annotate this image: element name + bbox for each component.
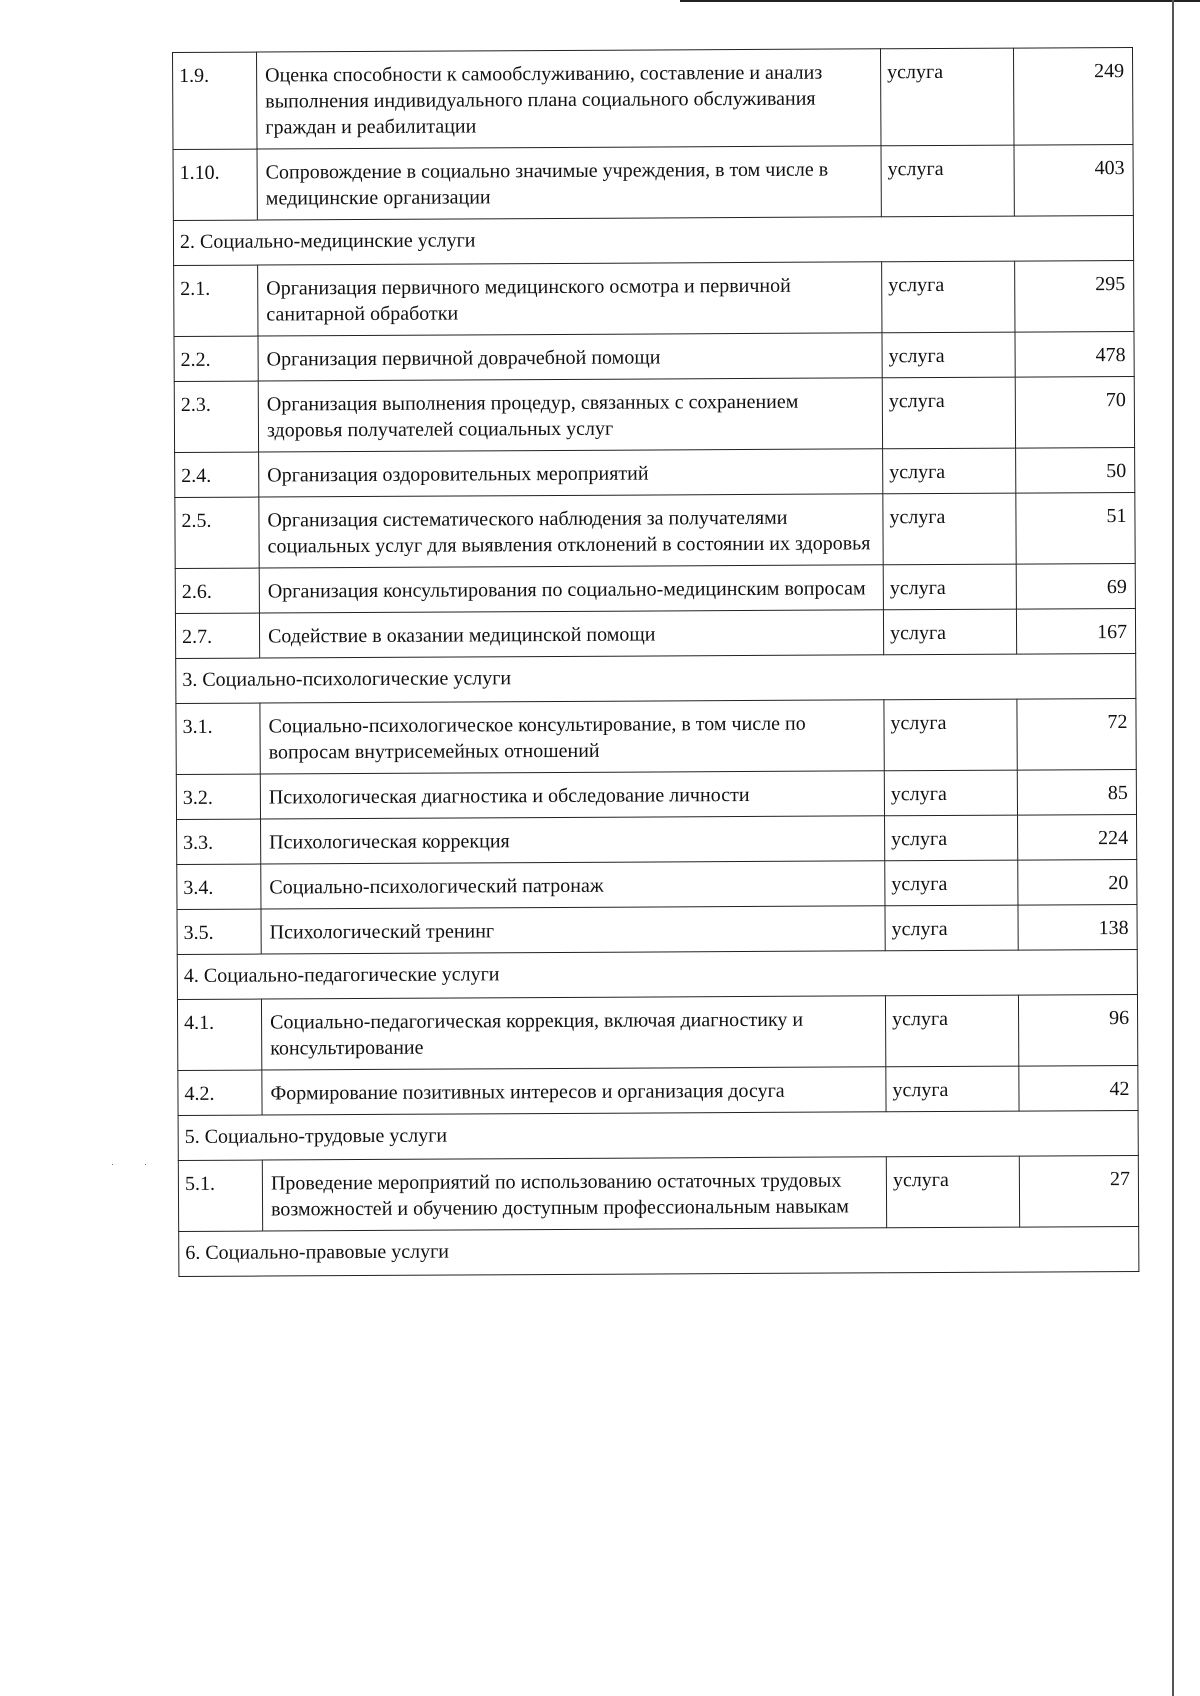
service-value: 20	[1018, 859, 1137, 905]
service-name: Психологическая коррекция	[261, 816, 885, 864]
service-row	[174, 331, 1134, 381]
service-number: 3.5.	[177, 909, 261, 954]
services-table-body	[173, 47, 1139, 1276]
service-unit: услуга	[885, 995, 1018, 1067]
service-number: 5.1.	[178, 1160, 262, 1231]
section-header-row	[177, 949, 1137, 999]
service-name: Организация систематического наблюдения за получателями социальных услуг для выявления отклонений в состоянии их здоровья	[259, 494, 883, 568]
service-value: 51	[1016, 492, 1135, 564]
service-name: Организация оздоровительных мероприятий	[259, 449, 883, 497]
section-header-row	[176, 653, 1136, 703]
service-value: 167	[1016, 608, 1135, 654]
service-row	[175, 492, 1135, 568]
scan-edge-right	[1172, 0, 1174, 1696]
service-unit: услуга	[883, 493, 1016, 565]
section-header-row	[173, 215, 1133, 265]
service-row	[175, 563, 1135, 613]
service-number: 4.2.	[178, 1070, 262, 1115]
service-name: Сопровождение в социально значимые учреждения, в том числе в медицинские организации	[257, 146, 881, 220]
section-title: 5. Социально-трудовые услуги	[178, 1110, 1138, 1160]
service-name: Социально-психологический патронаж	[261, 861, 885, 909]
service-value: 249	[1013, 47, 1133, 145]
service-number: 2.3.	[174, 381, 258, 452]
service-number: 2.4.	[175, 452, 259, 497]
services-table	[172, 47, 1139, 1277]
service-number: 2.6.	[175, 568, 259, 613]
service-value: 70	[1015, 376, 1134, 448]
service-name: Содействие в оказании медицинской помощи	[259, 610, 883, 658]
service-row	[173, 144, 1133, 220]
service-unit: услуга	[880, 48, 1014, 146]
service-unit: услуга	[882, 377, 1015, 449]
service-value: 42	[1019, 1065, 1138, 1111]
service-unit: услуга	[885, 815, 1018, 861]
service-number: 2.5.	[175, 497, 259, 568]
service-number: 2.2.	[174, 336, 258, 381]
service-number: 1.10.	[173, 149, 257, 220]
service-name: Проведение мероприятий по использованию остаточных трудовых возможностей и обучению доступным профессиональным навыкам	[262, 1157, 886, 1231]
service-unit: услуга	[885, 860, 1018, 906]
service-name: Психологический тренинг	[261, 906, 885, 954]
service-name: Организация выполнения процедур, связанных с сохранением здоровья получателей социальных услуг	[258, 378, 882, 452]
service-name: Организация консультирования по социально-медицинским вопросам	[259, 565, 883, 613]
section-title: 3. Социально-психологические услуги	[176, 653, 1136, 703]
scan-speck	[145, 1164, 146, 1165]
service-unit: услуга	[883, 448, 1016, 494]
service-number: 2.1.	[174, 265, 258, 336]
service-value: 85	[1017, 769, 1136, 815]
service-number: 4.1.	[177, 999, 261, 1070]
service-number: 2.7.	[175, 613, 259, 658]
service-number: 3.3.	[177, 819, 261, 864]
service-value: 224	[1018, 814, 1137, 860]
service-row	[175, 608, 1135, 658]
service-value: 27	[1019, 1155, 1138, 1227]
service-unit: услуга	[882, 261, 1015, 333]
service-value: 295	[1015, 260, 1134, 332]
scan-edge-top	[680, 0, 1200, 2]
service-value: 72	[1017, 698, 1136, 770]
service-value: 50	[1016, 447, 1135, 493]
service-name: Организация первичной доврачебной помощи	[258, 333, 882, 381]
service-unit: услуга	[884, 699, 1017, 771]
service-value: 96	[1018, 994, 1137, 1066]
service-row	[177, 859, 1137, 909]
service-row	[173, 47, 1133, 149]
service-unit: услуга	[882, 332, 1015, 378]
service-name: Оценка способности к самообслуживанию, составление и анализ выполнения индивидуального плана социального обслуживания граждан и реабилитации	[257, 49, 881, 149]
section-title: 4. Социально-педагогические услуги	[177, 949, 1137, 999]
service-row	[176, 769, 1136, 819]
service-name: Социально-педагогическая коррекция, включая диагностику и консультирование	[261, 996, 885, 1070]
service-value: 69	[1016, 563, 1135, 609]
service-row	[175, 447, 1135, 497]
service-row	[174, 376, 1134, 452]
service-number: 3.2.	[176, 774, 260, 819]
section-header-row	[178, 1110, 1138, 1160]
service-row	[178, 1065, 1138, 1115]
service-unit: услуга	[885, 905, 1018, 951]
service-value: 403	[1014, 144, 1133, 216]
service-value: 478	[1015, 331, 1134, 377]
service-name: Организация первичного медицинского осмотра и первичной санитарной обработки	[258, 262, 882, 336]
service-row	[177, 904, 1137, 954]
service-unit: услуга	[883, 564, 1016, 610]
service-row	[178, 1155, 1138, 1231]
section-title: 6. Социально-правовые услуги	[179, 1226, 1139, 1276]
service-unit: услуга	[886, 1066, 1019, 1112]
service-row	[174, 260, 1134, 336]
service-number: 3.1.	[176, 703, 260, 774]
service-unit: услуга	[884, 770, 1017, 816]
service-unit: услуга	[886, 1156, 1019, 1228]
service-unit: услуга	[881, 145, 1014, 217]
section-title: 2. Социально-медицинские услуги	[173, 215, 1133, 265]
section-header-row	[179, 1226, 1139, 1276]
service-row	[176, 698, 1136, 774]
service-name: Психологическая диагностика и обследование личности	[260, 771, 884, 819]
service-row	[177, 814, 1137, 864]
scan-speck	[112, 1164, 113, 1165]
service-number: 1.9.	[173, 52, 258, 149]
service-name: Формирование позитивных интересов и организация досуга	[262, 1067, 886, 1115]
service-name: Социально-психологическое консультирование, в том числе по вопросам внутрисемейных отношений	[260, 700, 884, 774]
service-value: 138	[1018, 904, 1137, 950]
service-row	[177, 994, 1137, 1070]
service-unit: услуга	[883, 609, 1016, 655]
service-number: 3.4.	[177, 864, 261, 909]
